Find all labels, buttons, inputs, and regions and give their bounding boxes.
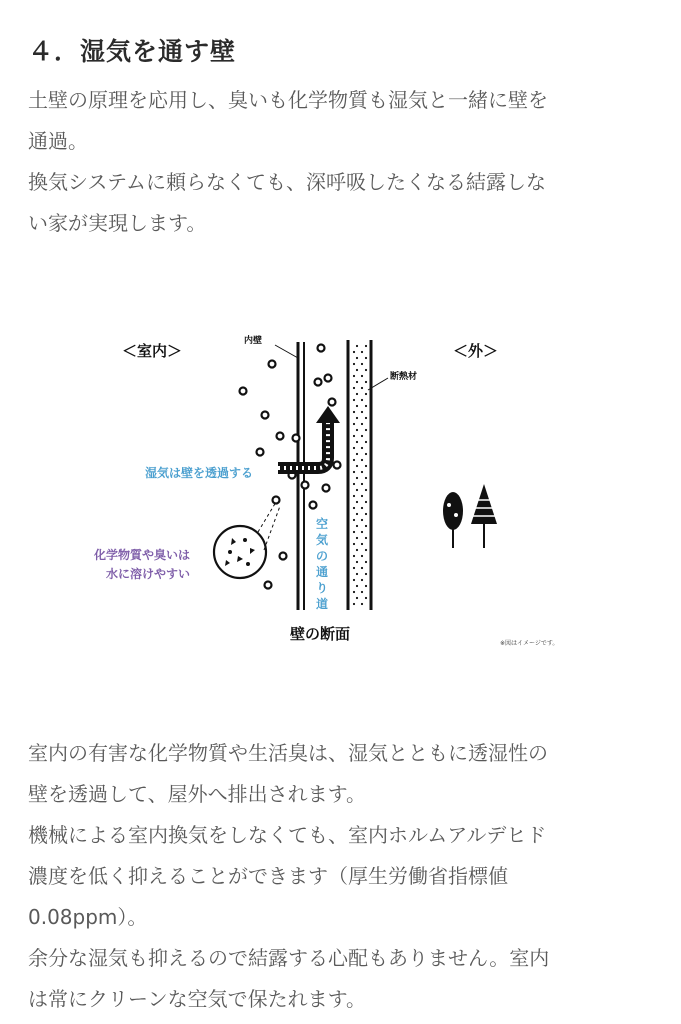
inner-wall-label: 内壁 [244,336,263,346]
insulation-dot [365,525,367,527]
insulation-dot [356,345,358,347]
insulation-dot [353,543,355,545]
chemical-label-line1: 化学物質や臭いは [94,548,191,562]
insulation-dot [365,573,367,575]
insulation-dot [356,561,358,563]
insulation-dot [361,591,363,593]
magnifier-guide [264,506,280,550]
tree-pine-icon [471,484,497,548]
insulation-dot [353,495,355,497]
insulation-dot [356,357,358,359]
insulation-dot [361,411,363,413]
moisture-label: 湿気は壁を透過する [145,466,254,480]
wall-cross-section-diagram [94,320,580,660]
insulation-dot [361,351,363,353]
insulation-dot [365,381,367,383]
molecule-magnifier [214,526,266,578]
insulation-dot [353,591,355,593]
body-line: 余分な湿気も抑えるので結露する心配もありません。室内 [28,946,550,970]
insulation-dot [356,465,358,467]
insulation-dot [361,423,363,425]
intro-line: 換気システムに頼らなくても、深呼吸したくなる結露しな [28,170,546,194]
insulation-dot [361,471,363,473]
image-note: ※図はイメージです。 [500,640,559,647]
insulation-dot [365,417,367,419]
insulation-label: 断熱材 [390,372,418,382]
body-line: は常にクリーンな空気で保たれます。 [28,987,366,1011]
insulation-dot [353,411,355,413]
insulation-dot [361,399,363,401]
insulation-dot [361,567,363,569]
body-line: 機械による室内換気をしなくても、室内ホルムアルデヒド [28,823,547,847]
indoor-label: ＜室内＞ [122,342,183,360]
insulation-dot [353,447,355,449]
insulation-dot [356,489,358,491]
insulation-dot [353,555,355,557]
diagram-graphic [100,320,580,660]
insulation-dot [356,381,358,383]
insulation-dot [365,597,367,599]
insulation-dot [361,519,363,521]
insulation-dot [361,543,363,545]
insulation-dot [356,477,358,479]
insulation-dot [365,405,367,407]
insulation-dot [361,459,363,461]
moisture-arrow-head [316,406,340,423]
intro-line: い家が実現します。 [28,211,207,235]
insulation-dot [353,603,355,605]
insulation-dot [353,483,355,485]
insulation-dot [361,555,363,557]
insulation-dots [353,345,367,605]
insulation-dot [365,549,367,551]
insulation-dot [353,579,355,581]
insulation-dot [353,435,355,437]
insulation-dot [356,513,358,515]
section-caption: 壁の断面 [290,625,351,643]
insulation-dot [356,525,358,527]
insulation-dot [365,561,367,563]
insulation-dot [365,393,367,395]
insulation-dot [353,507,355,509]
insulation-dot [365,345,367,347]
insulation-dot [365,585,367,587]
body-line: 濃度を低く抑えることができます（厚生労働省指標値 [28,864,508,888]
insulation-dot [353,399,355,401]
insulation-dot [365,429,367,431]
insulation-dot [353,423,355,425]
insulation-dot [356,585,358,587]
insulation-dot [356,417,358,419]
insulation-dot [353,471,355,473]
body-paragraph [28,733,653,1020]
insulation-dot [353,375,355,377]
insulation-dot [356,429,358,431]
insulation-dot [353,387,355,389]
inner-wall-leader [275,345,298,358]
body-line: 0.08ppm）。 [28,905,148,929]
insulation-dot [356,441,358,443]
intro-line: 通過。 [28,129,88,153]
outdoor-label: ＜外＞ [453,342,499,360]
insulation-dot [356,573,358,575]
insulation-dot [353,363,355,365]
insulation-dot [353,351,355,353]
insulation-dot [356,537,358,539]
insulation-dot [356,549,358,551]
insulation-dot [361,363,363,365]
insulation-dot [353,531,355,533]
intro-paragraph [28,80,653,244]
insulation-dot [365,477,367,479]
insulation-dot [361,531,363,533]
insulation-dot [365,537,367,539]
body-line: 室内の有害な化学物質や生活臭は、湿気とともに透湿性の [28,741,548,765]
insulation-dot [356,405,358,407]
insulation-dot [356,501,358,503]
tree-round-icon [443,492,463,548]
insulation-dot [361,375,363,377]
insulation-dot [361,447,363,449]
insulation-dot [365,369,367,371]
magnifier-guide [258,502,276,532]
insulation-dot [361,435,363,437]
insulation-dot [365,453,367,455]
insulation-dot [361,495,363,497]
insulation-dot [361,483,363,485]
insulation-dot [365,357,367,359]
insulation-dot [353,459,355,461]
insulation-dot [365,501,367,503]
body-line: 壁を透過して、屋外へ排出されます。 [28,782,366,806]
insulation-dot [353,519,355,521]
insulation-dot [361,507,363,509]
insulation-dot [356,597,358,599]
chemical-label-line2: 水に溶けやすい [106,567,191,581]
insulation-dot [356,369,358,371]
insulation-dot [365,489,367,491]
insulation-dot [361,387,363,389]
insulation-dot [365,513,367,515]
insulation-dot [365,441,367,443]
intro-line: 土壁の原理を応用し、臭いも化学物質も湿気と一緒に壁を [28,88,548,112]
section-heading: ４．湿気を通す壁 [28,37,237,66]
insulation-dot [365,465,367,467]
insulation-dot [356,453,358,455]
insulation-dot [356,393,358,395]
insulation-dot [361,603,363,605]
insulation-dot [353,567,355,569]
insulation-dot [361,579,363,581]
airway-label: 空気の通り道 [316,517,329,611]
